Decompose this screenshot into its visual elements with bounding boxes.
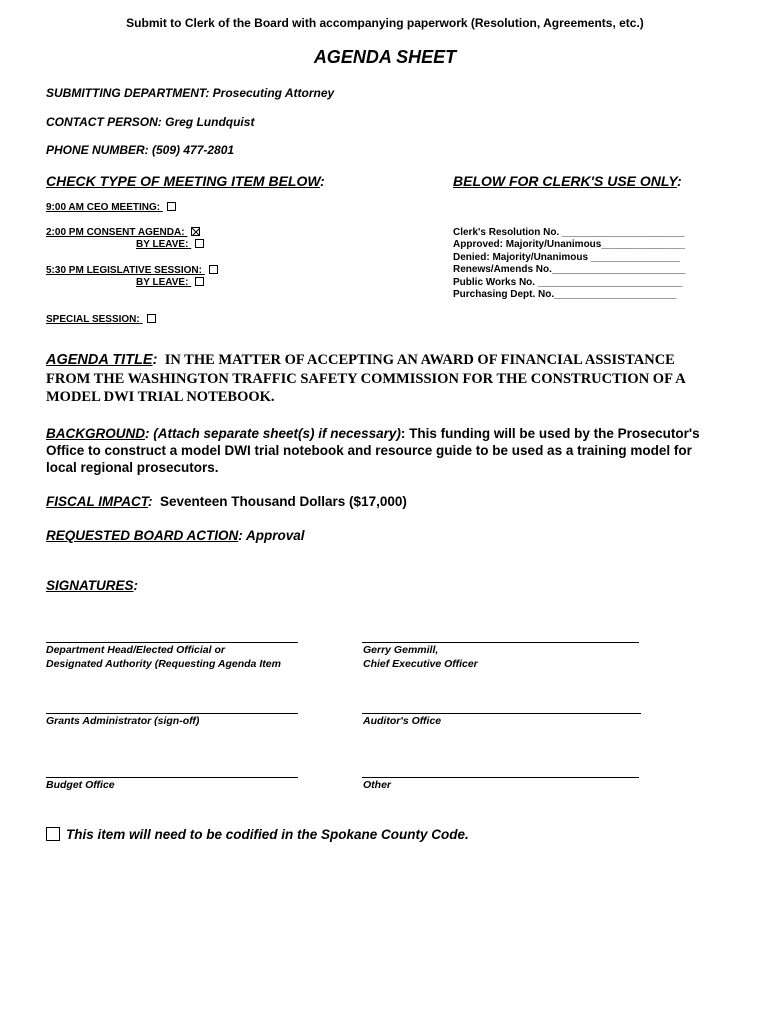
other-caption: Other (363, 779, 392, 791)
special-session-checkbox[interactable] (147, 314, 156, 323)
page-title: AGENDA SHEET (313, 47, 457, 67)
special-session-option (46, 314, 156, 325)
signatures-colon: : (133, 578, 139, 593)
special-session-label: SPECIAL SESSION: (46, 314, 140, 325)
meeting-type-heading-text: CHECK TYPE OF MEETING ITEM BELOW (46, 173, 321, 189)
clerk-denied-line: Denied: Majority/Unanimous ________________ (453, 252, 680, 263)
legislative-session-label: 5:30 PM LEGISLATIVE SESSION: (46, 265, 202, 276)
background-note: : (Attach separate sheet(s) if necessary) (145, 426, 401, 441)
clerk-renews-line: Renews/Amends No.________________________ (453, 264, 686, 275)
clerk-use-heading-text: BELOW FOR CLERK'S USE ONLY (453, 173, 677, 189)
background-label: BACKGROUND (46, 426, 145, 441)
signatures-label: SIGNATURES (46, 578, 134, 593)
requested-board-action (46, 528, 305, 543)
contact-person: CONTACT PERSON: Greg Lundquist (46, 115, 255, 129)
fiscal-impact (46, 494, 407, 509)
consent-by-leave-checkbox[interactable] (195, 239, 204, 248)
agenda-title-line-3: MODEL DWI TRIAL NOTEBOOK. (46, 389, 275, 405)
dept-head-caption-2: Designated Authority (Requesting Agenda Item (46, 658, 281, 670)
background-line-1 (46, 426, 700, 441)
requested-board-action-text: : Approval (238, 528, 305, 543)
legislative-by-leave-checkbox[interactable] (195, 277, 204, 286)
dept-head-caption-1: Department Head/Elected Official or (46, 644, 225, 656)
meeting-type-heading-colon: : (320, 173, 325, 189)
codified-label: This item will need to be codified in the Spokane County Code. (66, 827, 469, 842)
ceo-caption-1: Gerry Gemmill, (363, 644, 439, 656)
clerk-use-heading-colon: : (676, 173, 682, 189)
signatures-heading (46, 578, 138, 593)
consent-agenda-label: 2:00 PM CONSENT AGENDA: (46, 227, 185, 238)
meeting-type-heading (46, 173, 325, 189)
clerk-resolution-line: Clerk's Resolution No. ______________________ (453, 227, 685, 238)
ceo-caption-2: Chief Executive Officer (363, 658, 478, 670)
submitting-department: SUBMITTING DEPARTMENT: Prosecuting Attorney (46, 86, 335, 100)
clerk-use-heading (453, 173, 682, 189)
dept-head-signature-line[interactable] (46, 642, 298, 643)
agenda-title-line-1 (46, 352, 675, 369)
ceo-meeting-label: 9:00 AM CEO MEETING: (46, 202, 161, 213)
fiscal-impact-label: FISCAL IMPACT (46, 494, 148, 509)
codified-option (46, 827, 469, 842)
grants-caption: Grants Administrator (sign-off) (46, 715, 200, 727)
clerk-purchasing-line: Purchasing Dept. No.______________________ (453, 289, 677, 300)
fiscal-impact-colon: : (148, 494, 153, 509)
fiscal-impact-text: Seventeen Thousand Dollars ($17,000) (160, 494, 407, 509)
other-signature-line[interactable] (362, 777, 639, 778)
agenda-title-label: AGENDA TITLE (46, 352, 153, 368)
legislative-by-leave-label: BY LEAVE: (136, 277, 189, 288)
legislative-session-checkbox[interactable] (209, 265, 218, 274)
agenda-title-text-1: IN THE MATTER OF ACCEPTING AN AWARD OF FINANCIAL ASSISTANCE (164, 352, 675, 368)
consent-by-leave-option (136, 239, 204, 250)
background-line-3: local regional prosecutors. (46, 460, 219, 475)
legislative-session-option (46, 265, 218, 276)
phone-number: PHONE NUMBER: (509) 477-2801 (46, 143, 235, 157)
auditor-signature-line[interactable] (362, 713, 641, 714)
legislative-by-leave-option (136, 277, 204, 288)
grants-signature-line[interactable] (46, 713, 298, 714)
background-line-2: Office to construct a model DWI trial notebook and resource guide to be used as a training model for (46, 443, 692, 458)
requested-board-action-label: REQUESTED BOARD ACTION (46, 528, 239, 543)
ceo-meeting-option (46, 202, 176, 213)
clerk-approved-line: Approved: Majority/Unanimous_______________ (453, 239, 685, 250)
clerk-public-works-line: Public Works No. __________________________ (453, 277, 683, 288)
agenda-title-colon: : (152, 352, 158, 368)
ceo-meeting-checkbox[interactable] (167, 202, 176, 211)
consent-agenda-checkbox[interactable] (191, 227, 200, 236)
auditor-caption: Auditor's Office (363, 715, 442, 727)
agenda-title-line-2: FROM THE WASHINGTON TRAFFIC SAFETY COMMISSION FOR THE CONSTRUCTION OF A (46, 371, 686, 387)
ceo-signature-line[interactable] (362, 642, 639, 643)
consent-agenda-option (46, 227, 200, 238)
codified-checkbox[interactable] (46, 827, 60, 841)
budget-signature-line[interactable] (46, 777, 298, 778)
consent-by-leave-label: BY LEAVE: (136, 239, 189, 250)
budget-caption: Budget Office (46, 779, 115, 791)
submission-instruction: Submit to Clerk of the Board with accompanying paperwork (Resolution, Agreements, etc.) (126, 16, 644, 30)
background-text-1: : This funding will be used by the Prosecutor's (400, 426, 700, 441)
